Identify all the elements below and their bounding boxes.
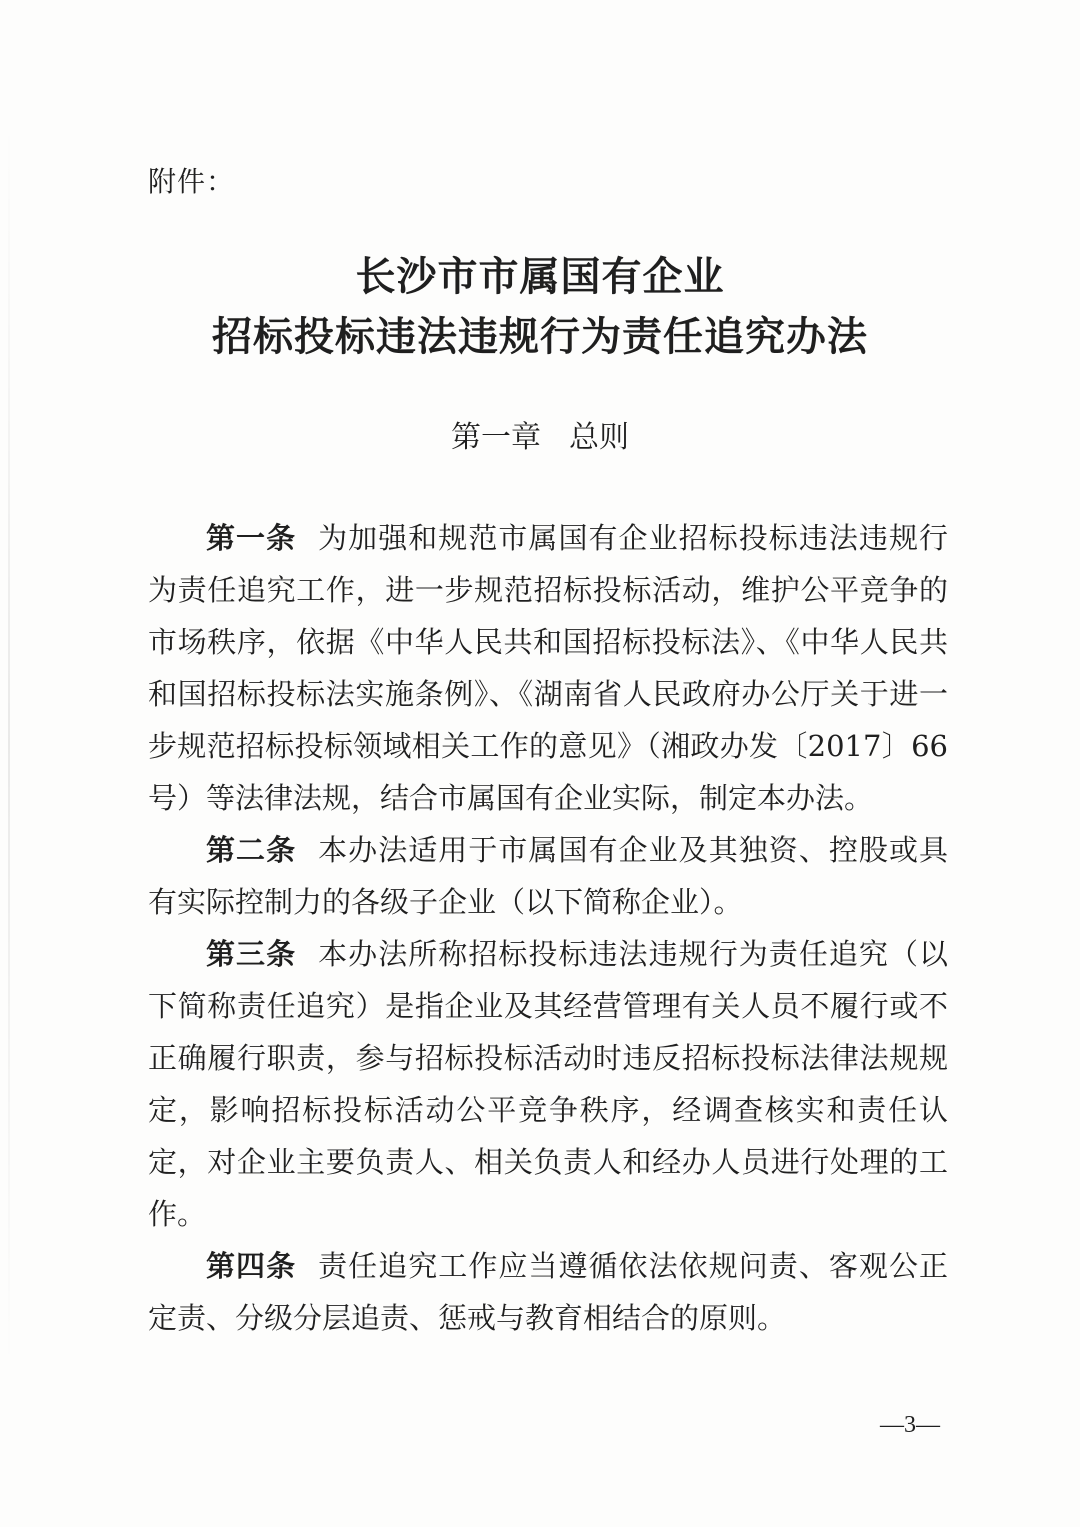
article-1-text: 为加强和规范市属国有企业招标投标违法违规行为责任追究工作，进一步规范招标投标活动，维护公平竞争的市场秩序，依据《中华人民共和国招标投标法》、《中华人民共和国招标投标法实施条例》、《湖南省人民政府办公厅关于进一步规范招标投标领域相关工作的意见》（湘政办发〔2017〕66号）等法律法规，结合市属国有企业实际，制定本办法。 (148, 521, 948, 815)
attachment-label: 附件： (148, 165, 236, 198)
chapter-name: 总则 (569, 420, 629, 455)
chapter-heading (0, 412, 1080, 456)
article-3-heading: 第三条 (206, 937, 297, 971)
document-body (148, 512, 948, 1344)
article-2 (148, 824, 948, 928)
document-title-line-1: 长沙市市属国有企业 (355, 253, 725, 300)
chapter-number: 第一章 (451, 420, 541, 455)
article-4-heading: 第四条 (206, 1249, 297, 1283)
article-3 (148, 928, 948, 1240)
article-3-text: 本办法所称招标投标违法违规行为责任追究（以下简称责任追究）是指企业及其经营管理有关人员不履行或不正确履行职责，参与招标投标活动时违反招标投标法律法规规定，影响招标投标活动公平竞争秩序，经调查核实和责任认定，对企业主要负责人、相关负责人和经办人员进行处理的工作。 (148, 937, 948, 1231)
article-4-text: 责任追究工作应当遵循依法依规问责、客观公正定责、分级分层追责、惩戒与教育相结合的原则。 (148, 1249, 948, 1335)
article-1-heading: 第一条 (206, 521, 297, 555)
article-1 (148, 512, 948, 824)
article-2-heading: 第二条 (206, 833, 297, 867)
article-2-text: 本办法适用于市属国有企业及其独资、控股或具有实际控制力的各级子企业（以下简称企业）。 (148, 833, 948, 919)
page-number: —3— (880, 1412, 940, 1438)
article-4 (148, 1240, 948, 1344)
document-title-line-2: 招标投标违法违规行为责任追究办法 (212, 313, 868, 360)
